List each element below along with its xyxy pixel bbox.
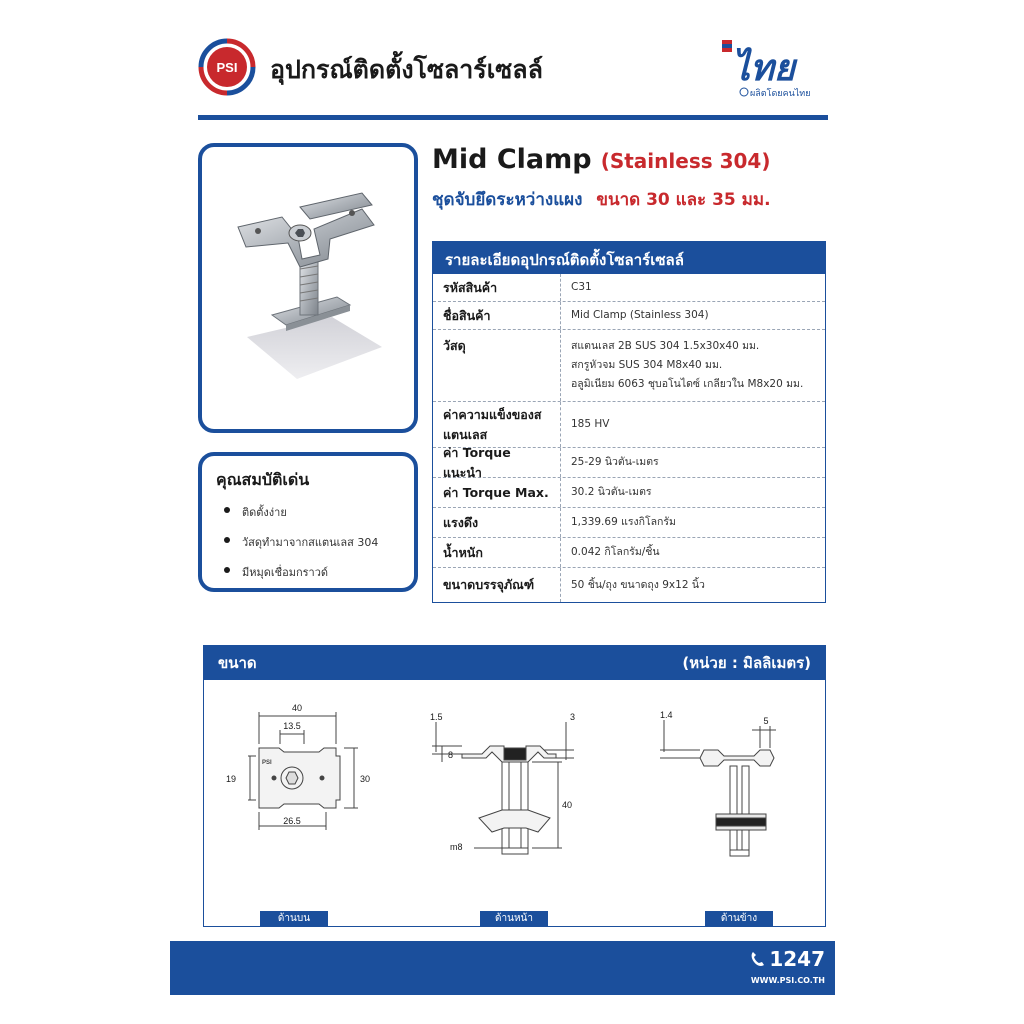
product-size: ขนาด 30 และ 35 มม.: [596, 190, 771, 210]
page-footer: [170, 941, 835, 995]
table-row: [433, 444, 825, 480]
dimensions-header: [204, 646, 825, 680]
dim-label: 40: [291, 703, 303, 713]
dim-label: 3: [570, 712, 576, 722]
dimensions-title: ขนาด: [218, 654, 257, 672]
front-view-label: ด้านหน้า: [480, 911, 548, 927]
dimension-drawings: [204, 680, 825, 908]
product-photo: [198, 143, 418, 433]
spec-label: ค่า Torque แนะนำ: [433, 448, 561, 477]
hotline-number: 1247: [769, 947, 825, 971]
psi-logo: [198, 38, 256, 96]
table-row: [433, 330, 825, 402]
spec-value-line: 0.042 กิโลกรัม/ชิ้น: [571, 546, 660, 558]
features-panel: [198, 452, 418, 592]
spec-label: วัสดุ: [433, 330, 561, 401]
table-row: [433, 568, 825, 602]
dim-label: 19: [226, 774, 237, 784]
phone-icon: [749, 950, 767, 968]
spec-value: [561, 568, 825, 602]
spec-label: ค่า Torque Max.: [433, 478, 561, 507]
spec-table-header: รายละเอียดอุปกรณ์ติดตั้งโซลาร์เซลล์: [433, 242, 825, 274]
thai-logo-sub: ผลิตโดยคนไทย: [750, 89, 811, 99]
spec-table: [432, 241, 826, 603]
table-row: [433, 302, 825, 330]
spec-value: [561, 448, 825, 477]
spec-label: น้ำหนัก: [433, 538, 561, 567]
website-link[interactable]: WWW.PSI.CO.TH: [750, 976, 825, 985]
spec-value-line: C31: [571, 281, 592, 293]
thai-logo-text: ไทย: [732, 48, 795, 89]
header-rule: [198, 115, 828, 120]
table-row: [433, 538, 825, 568]
dim-label: PSI: [262, 760, 272, 766]
top-view-label: ด้านบน: [260, 911, 328, 927]
spec-value-line: 25-29 นิวตัน-เมตร: [571, 456, 659, 468]
dim-label: 30: [360, 774, 371, 784]
feature-item: ติดตั้งง่าย: [216, 503, 400, 521]
side-view-drawing: [660, 720, 776, 856]
product-subtitle-text: ชุดจับยึดระหว่างแผง: [432, 190, 583, 210]
dim-label: m8: [450, 842, 463, 852]
dim-label: 8: [448, 750, 454, 760]
spec-value: [561, 302, 825, 329]
psi-logo-text: PSI: [216, 60, 238, 75]
features-list: [216, 503, 400, 581]
feature-item: วัสดุทำมาจากสแตนเลส 304: [216, 533, 400, 551]
spec-value-line: อลูมิเนียม 6063 ชุบอโนไดซ์ เกลียวใน M8x20 มม.: [571, 378, 804, 390]
spec-label: ขนาดบรรจุภัณฑ์: [433, 568, 561, 602]
header-title: อุปกรณ์ติดตั้งโซลาร์เซลล์: [270, 55, 543, 84]
spec-label: รหัสสินค้า: [433, 274, 561, 301]
mid-clamp-illustration: [202, 147, 414, 429]
spec-value: [561, 538, 825, 567]
feature-item: มีหมุดเชื่อมกราวด์: [216, 563, 400, 581]
hotline[interactable]: [749, 947, 825, 971]
spec-value-line: 1,339.69 แรงกิโลกรัม: [571, 516, 676, 528]
product-material: (Stainless 304): [600, 149, 771, 173]
product-subtitle: [432, 186, 771, 213]
product-name: Mid Clamp: [432, 144, 592, 175]
spec-value-line: Mid Clamp (Stainless 304): [571, 309, 709, 321]
spec-label: ชื่อสินค้า: [433, 302, 561, 329]
top-view-drawing: [248, 712, 358, 830]
spec-value-line: สแตนเลส 2B SUS 304 1.5x30x40 มม.: [571, 340, 760, 352]
spec-value: [561, 508, 825, 537]
table-row: [433, 402, 825, 448]
spec-value: [561, 330, 825, 401]
dimensions-panel: [203, 645, 826, 927]
table-row: [433, 508, 825, 538]
spec-value-line: 30.2 นิวตัน-เมตร: [571, 486, 652, 498]
spec-value-line: สกรูหัวจม SUS 304 M8x40 มม.: [571, 359, 723, 371]
spec-label: แรงดึง: [433, 508, 561, 537]
front-view-drawing: [432, 722, 574, 854]
thai-made-logo: [718, 36, 828, 102]
dim-label: 5: [763, 716, 769, 726]
spec-value: [561, 402, 825, 447]
dim-label: 1.4: [660, 710, 673, 720]
spec-value-line: 50 ชิ้น/ถุง ขนาดถุง 9x12 นิ้ว: [571, 578, 705, 591]
dim-label: 26.5: [283, 816, 301, 826]
table-row: [433, 478, 825, 508]
product-title: [432, 144, 770, 175]
spec-value-line: 185 HV: [571, 418, 610, 430]
table-row: [433, 274, 825, 302]
spec-value: [561, 274, 825, 301]
dim-label: 1.5: [430, 712, 443, 722]
side-view-label: ด้านข้าง: [705, 911, 773, 927]
spec-label: ค่าความแข็งของสแตนเลส: [433, 402, 561, 447]
page-header: [198, 36, 828, 106]
features-title: คุณสมบัติเด่น: [216, 470, 310, 489]
dim-label: 40: [562, 800, 573, 810]
spec-value: [561, 478, 825, 507]
dimensions-unit: (หน่วย : มิลลิเมตร): [682, 654, 811, 672]
dim-label: 13.5: [283, 721, 301, 731]
